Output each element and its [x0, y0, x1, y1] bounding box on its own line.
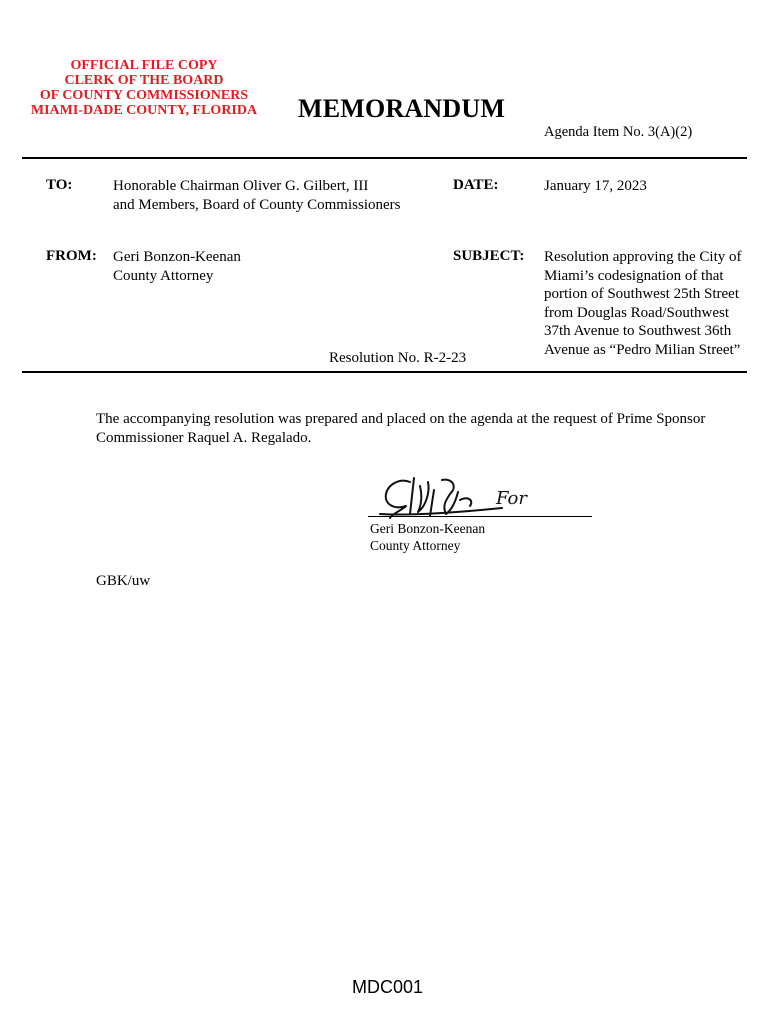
stamp-line-4: MIAMI-DADE COUNTY, FLORIDA [30, 103, 258, 118]
from-line-1: Geri Bonzon-Keenan [113, 249, 241, 265]
resolution-number: Resolution No. R-2-23 [329, 350, 467, 366]
to-line-1: Honorable Chairman Oliver G. Gilbert, III [113, 178, 369, 194]
page-footer-code: MDC001 [352, 977, 424, 997]
subject-line: 37th Avenue to Southwest 36th [544, 323, 732, 339]
subject-text [544, 248, 754, 359]
official-file-copy-stamp [20, 58, 268, 118]
memo-body [96, 410, 736, 448]
date-value: January 17, 2023 [544, 178, 647, 194]
from-label: FROM: [46, 248, 97, 264]
body-line-1: The accompanying resolution was prepared and placed on the agenda at the request of Prime Sponsor [96, 411, 706, 427]
signature-line [368, 516, 592, 517]
stamp-line-1: OFFICIAL FILE COPY [70, 58, 218, 73]
signature-name: Geri Bonzon-Keenan [370, 521, 486, 536]
to-label: TO: [46, 177, 73, 193]
header-divider [22, 157, 747, 159]
from-line-2: County Attorney [113, 267, 214, 284]
signature-block [370, 520, 485, 554]
agenda-item-number: Agenda Item No. 3(A)(2) [544, 124, 693, 140]
subject-line: Miami’s codesignation of that [544, 267, 724, 284]
subject-label: SUBJECT: [453, 248, 525, 264]
from-sender [113, 248, 241, 285]
stamp-line-3: OF COUNTY COMMISSIONERS [39, 88, 249, 103]
body-line-2: Commissioner Raquel A. Regalado. [96, 430, 312, 446]
section-divider [22, 371, 747, 373]
memorandum-title: MEMORANDUM [298, 94, 506, 123]
signature-for-text: For [496, 488, 527, 509]
to-recipient [113, 177, 400, 214]
subject-line: from Douglas Road/Southwest [544, 304, 729, 321]
subject-line: Avenue as “Pedro Milian Street” [544, 341, 741, 358]
subject-line: portion of Southwest 25th Street [544, 286, 739, 302]
typist-initials: GBK/uw [96, 573, 151, 589]
stamp-line-2: CLERK OF THE BOARD [64, 73, 224, 88]
signature-title: County Attorney [370, 538, 461, 553]
date-label: DATE: [453, 177, 499, 193]
to-line-2: and Members, Board of County Commissioners [113, 196, 401, 213]
subject-line: Resolution approving the City of [544, 249, 742, 265]
